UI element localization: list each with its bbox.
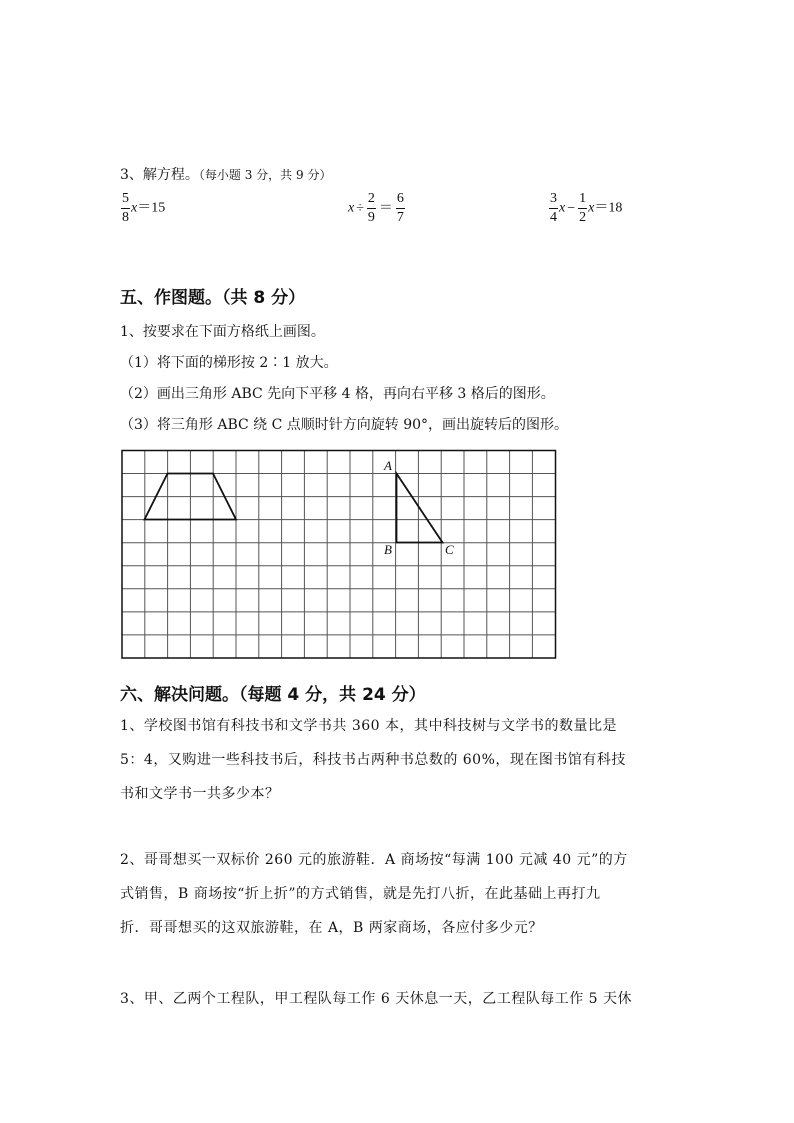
problem-3-line-1: 3、甲、乙两个工程队，甲工程队每工作 6 天休息一天，乙工程队每工作 5 天休 [120, 991, 633, 1007]
eq1-numerator: 5 [122, 191, 129, 206]
eq2-denominator-1: 9 [367, 210, 375, 225]
label-b: B [384, 542, 392, 557]
triangle-abc-shape [397, 474, 443, 543]
problem-1-line-3: 书和文学书一共多少本？ [120, 786, 280, 802]
eq3-denominator-1: 4 [550, 210, 557, 225]
eq2-fraction-1 [367, 192, 376, 225]
eq3-numerator-1: 3 [550, 191, 557, 206]
grid-lines [122, 451, 555, 658]
eq3-fraction-2 [578, 192, 587, 225]
label-a: A [384, 458, 392, 473]
problem-2-line-3: 折．哥哥想买的这双旅游鞋，在 A，B 两家商场，各应付多少元？ [120, 920, 543, 936]
q3-line [120, 164, 331, 184]
equation-2 [348, 192, 406, 225]
eq2-variable: x [348, 200, 355, 216]
eq3-numerator-2: 1 [579, 191, 587, 206]
section5-step2: （2）画出三角形 ABC 先向下平移 4 格，再向右平移 3 格后的图形。 [120, 386, 555, 402]
label-c: C [445, 542, 454, 557]
eq2-fraction-2 [396, 192, 405, 225]
eq1-fraction [121, 192, 130, 225]
grid-figure [118, 448, 560, 662]
problem-3 [120, 982, 632, 1016]
eq2-denominator-2: 7 [396, 210, 404, 225]
equation-1 [120, 192, 165, 225]
q3-note: （每小题 3 分，共 9 分） [198, 168, 332, 182]
eq3-rest: ＝18 [594, 200, 623, 216]
problem-1-line-1: 1、学校图书馆有科技书和文学书共 360 本，其中科技树与文学书的数量比是 [120, 718, 618, 734]
problem-2 [120, 843, 628, 945]
eq3-fraction-1 [549, 192, 558, 225]
grid-border [122, 451, 556, 659]
eq3-variable-1: x [559, 200, 566, 216]
problem-1 [120, 709, 626, 811]
equation-3 [548, 192, 622, 225]
section5-step3: （3）将三角形 ABC 绕 C 点顺时针方向旋转 90°，画出旋转后的图形。 [120, 417, 569, 433]
eq2-operator: ÷ [356, 200, 364, 216]
eq2-numerator-2: 6 [396, 191, 404, 206]
q3-title: 3、解方程。 [120, 167, 199, 183]
problem-1-line-2: 5：4，又购进一些科技书后，科技书占两种书总数的 60%，现在图书馆有科技 [120, 752, 626, 768]
eq1-variable: x [131, 200, 138, 216]
section5-heading: 五、作图题。（共 8 分） [120, 288, 306, 308]
eq1-denominator: 8 [122, 210, 129, 225]
eq3-denominator-2: 2 [579, 210, 587, 225]
eq3-operator: − [567, 200, 576, 216]
eq1-rest: ＝15 [137, 200, 166, 216]
eq2-numerator-1: 2 [367, 191, 375, 206]
problem-2-line-2: 式销售，B 商场按“折上折”的方式销售，就是先打八折，在此基础上再打九 [120, 886, 601, 902]
section6-heading: 六、解决问题。（每题 4 分，共 24 分） [120, 685, 426, 705]
eq3-variable-2: x [588, 200, 595, 216]
problem-2-line-1: 2、哥哥想买一双标价 260 元的旅游鞋．A 商场按“每满 100 元减 40 元”的方 [120, 852, 628, 868]
section5-q1: 1、按要求在下面方格纸上画图。 [120, 324, 325, 340]
section5-step1: （1）将下面的梯形按 2∶1 放大。 [120, 355, 338, 371]
eq2-equals: ＝ [378, 200, 393, 216]
